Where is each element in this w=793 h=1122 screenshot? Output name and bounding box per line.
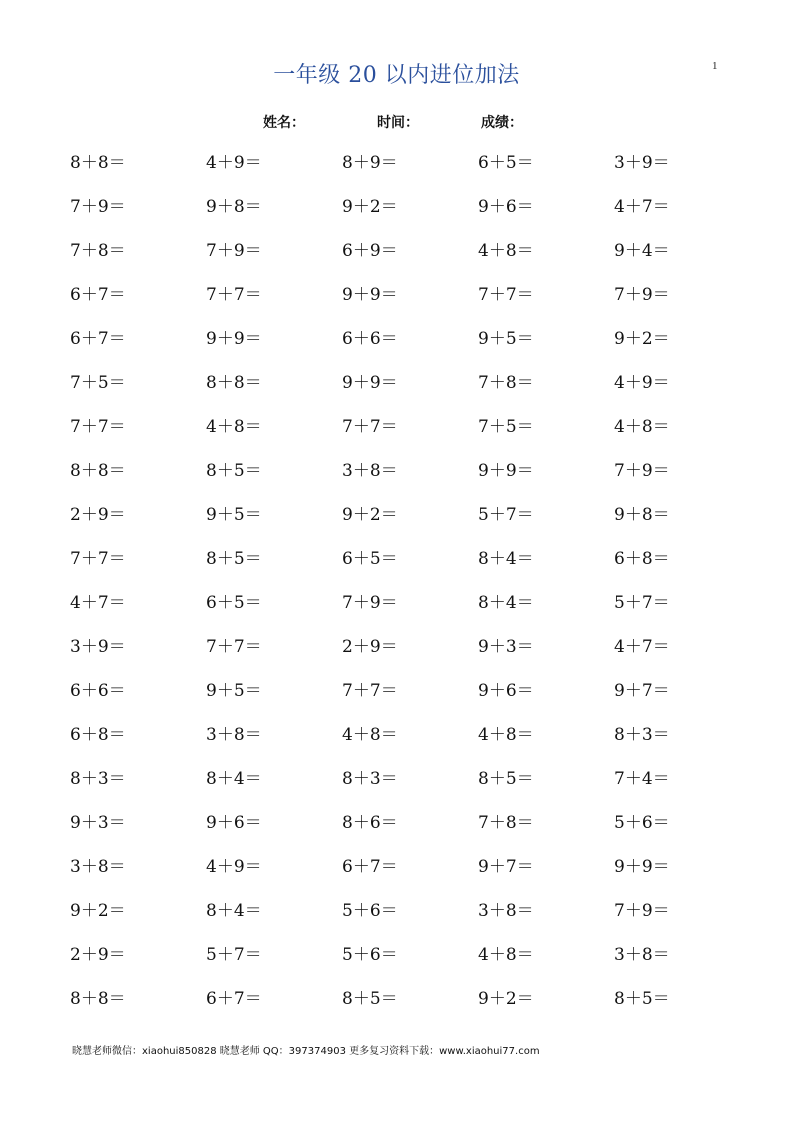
problem-item: 8＋5＝: [342, 988, 398, 1009]
problem-item: 5＋7＝: [478, 504, 534, 525]
problem-item: 7＋7＝: [478, 284, 534, 305]
problem-row: [70, 270, 760, 314]
problem-item: 7＋9＝: [614, 460, 670, 481]
problem-item: 8＋5＝: [206, 548, 262, 569]
problem-item: 7＋7＝: [206, 636, 262, 657]
problem-item: 7＋7＝: [70, 416, 126, 437]
problem-item: 9＋9＝: [478, 460, 534, 481]
problem-item: 4＋8＝: [478, 240, 534, 261]
problem-item: 9＋6＝: [478, 680, 534, 701]
problem-item: 7＋7＝: [342, 416, 398, 437]
problem-item: 2＋9＝: [342, 636, 398, 657]
problem-item: 4＋8＝: [614, 416, 670, 437]
problem-item: 2＋9＝: [70, 504, 126, 525]
problem-item: 9＋4＝: [614, 240, 670, 261]
problem-item: 4＋7＝: [614, 196, 670, 217]
problem-item: 8＋8＝: [70, 152, 126, 173]
problem-item: 8＋8＝: [70, 460, 126, 481]
problem-row: [70, 886, 760, 930]
problem-row: [70, 710, 760, 754]
problem-item: 8＋5＝: [614, 988, 670, 1009]
problem-item: 7＋7＝: [342, 680, 398, 701]
problem-item: 9＋3＝: [478, 636, 534, 657]
problem-item: 9＋7＝: [478, 856, 534, 877]
problem-row: [70, 446, 760, 490]
problem-item: 6＋6＝: [70, 680, 126, 701]
problem-item: 7＋7＝: [206, 284, 262, 305]
problem-item: 5＋6＝: [614, 812, 670, 833]
page-title: 一年级 20 以内进位加法: [273, 63, 520, 88]
problem-item: 9＋6＝: [206, 812, 262, 833]
problem-item: 9＋6＝: [478, 196, 534, 217]
problem-item: 7＋7＝: [70, 548, 126, 569]
problem-item: 6＋7＝: [70, 284, 126, 305]
problem-item: 5＋7＝: [614, 592, 670, 613]
problem-item: 5＋6＝: [342, 900, 398, 921]
problem-row: [70, 930, 760, 974]
problem-item: 6＋5＝: [206, 592, 262, 613]
problem-item: 4＋8＝: [478, 944, 534, 965]
problem-item: 6＋6＝: [342, 328, 398, 349]
problem-item: 6＋8＝: [70, 724, 126, 745]
problem-item: 3＋8＝: [614, 944, 670, 965]
problem-row: [70, 666, 760, 710]
problem-item: 7＋9＝: [206, 240, 262, 261]
problem-row: [70, 138, 760, 182]
problem-item: 8＋8＝: [70, 988, 126, 1009]
problem-item: 9＋2＝: [70, 900, 126, 921]
problem-item: 4＋8＝: [206, 416, 262, 437]
problem-item: 3＋8＝: [206, 724, 262, 745]
problem-item: 8＋4＝: [478, 592, 534, 613]
problem-item: 9＋2＝: [342, 196, 398, 217]
problem-row: [70, 182, 760, 226]
student-info-row: [0, 112, 793, 132]
problem-item: 9＋2＝: [342, 504, 398, 525]
problem-item: 8＋6＝: [342, 812, 398, 833]
problem-item: 9＋2＝: [478, 988, 534, 1009]
problem-item: 2＋9＝: [70, 944, 126, 965]
problem-item: 3＋8＝: [478, 900, 534, 921]
problem-item: 3＋8＝: [70, 856, 126, 877]
problem-item: 9＋5＝: [478, 328, 534, 349]
problem-item: 8＋4＝: [206, 900, 262, 921]
problem-item: 7＋8＝: [70, 240, 126, 261]
problem-row: [70, 358, 760, 402]
problem-row: [70, 402, 760, 446]
footer-contact: 晓慧老师微信：xiaohui850828 晓慧老师 QQ：397374903 更多复习资料下载：www.xiaohui77.com: [72, 1046, 540, 1057]
problem-item: 4＋9＝: [614, 372, 670, 393]
problem-item: 4＋8＝: [342, 724, 398, 745]
problem-grid: [70, 138, 760, 1018]
problem-row: [70, 842, 760, 886]
problem-row: [70, 622, 760, 666]
problem-item: 8＋3＝: [70, 768, 126, 789]
problem-item: 4＋9＝: [206, 856, 262, 877]
problem-item: 4＋8＝: [478, 724, 534, 745]
problem-item: 7＋9＝: [342, 592, 398, 613]
problem-item: 5＋6＝: [342, 944, 398, 965]
problem-row: [70, 974, 760, 1018]
problem-item: 6＋7＝: [206, 988, 262, 1009]
problem-item: 8＋5＝: [478, 768, 534, 789]
problem-item: 7＋5＝: [70, 372, 126, 393]
problem-item: 8＋4＝: [478, 548, 534, 569]
problem-item: 9＋5＝: [206, 504, 262, 525]
problem-item: 9＋9＝: [342, 372, 398, 393]
problem-item: 8＋3＝: [614, 724, 670, 745]
problem-item: 9＋9＝: [614, 856, 670, 877]
problem-item: 9＋8＝: [614, 504, 670, 525]
problem-item: 6＋5＝: [478, 152, 534, 173]
problem-item: 8＋8＝: [206, 372, 262, 393]
problem-row: [70, 798, 760, 842]
problem-item: 4＋7＝: [614, 636, 670, 657]
problem-item: 9＋5＝: [206, 680, 262, 701]
problem-item: 5＋7＝: [206, 944, 262, 965]
problem-item: 7＋8＝: [478, 812, 534, 833]
page-number: 1: [712, 60, 718, 72]
problem-item: 8＋3＝: [342, 768, 398, 789]
problem-item: 7＋9＝: [614, 284, 670, 305]
problem-item: 6＋7＝: [342, 856, 398, 877]
problem-item: 9＋9＝: [342, 284, 398, 305]
problem-item: 9＋3＝: [70, 812, 126, 833]
problem-item: 6＋9＝: [342, 240, 398, 261]
problem-row: [70, 226, 760, 270]
problem-item: 6＋7＝: [70, 328, 126, 349]
problem-row: [70, 754, 760, 798]
name-label: 姓名：: [263, 115, 305, 131]
problem-item: 8＋4＝: [206, 768, 262, 789]
problem-item: 3＋9＝: [70, 636, 126, 657]
problem-item: 8＋5＝: [206, 460, 262, 481]
problem-item: 9＋2＝: [614, 328, 670, 349]
problem-item: 6＋5＝: [342, 548, 398, 569]
problem-item: 7＋4＝: [614, 768, 670, 789]
problem-item: 8＋9＝: [342, 152, 398, 173]
problem-item: 3＋9＝: [614, 152, 670, 173]
problem-row: [70, 490, 760, 534]
problem-row: [70, 578, 760, 622]
problem-item: 7＋9＝: [70, 196, 126, 217]
problem-item: 7＋9＝: [614, 900, 670, 921]
problem-item: 9＋7＝: [614, 680, 670, 701]
time-label: 时间：: [377, 115, 419, 131]
problem-item: 6＋8＝: [614, 548, 670, 569]
problem-item: 3＋8＝: [342, 460, 398, 481]
problem-item: 7＋5＝: [478, 416, 534, 437]
problem-item: 4＋7＝: [70, 592, 126, 613]
problem-item: 9＋9＝: [206, 328, 262, 349]
problem-item: 7＋8＝: [478, 372, 534, 393]
score-label: 成绩：: [481, 115, 523, 131]
problem-row: [70, 534, 760, 578]
problem-item: 4＋9＝: [206, 152, 262, 173]
problem-row: [70, 314, 760, 358]
problem-item: 9＋8＝: [206, 196, 262, 217]
